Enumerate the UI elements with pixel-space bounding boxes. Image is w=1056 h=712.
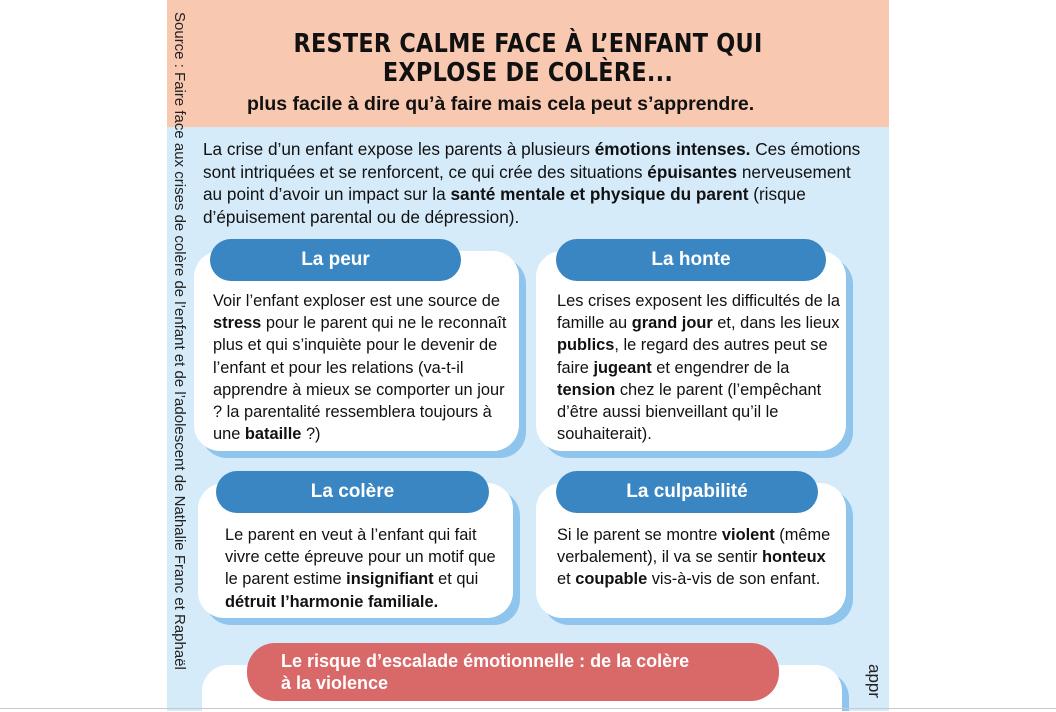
title-line-1: RESTER CALME FACE À L’ENFANT QUI xyxy=(293,29,763,59)
label-colere: La colère xyxy=(216,471,489,513)
escalade-line-1: Le risque d’escalade émotionnelle : de la colère xyxy=(281,651,690,671)
intro-paragraph: La crise d’un enfant expose les parents à plusieurs émotions intenses. Ces émotions sont intriquées et se renforcent, ce qui crée des situations épuisantes nerveusement au point d’avoir un impact sur la santé mentale et physique du parent (risque d’épuisement parental ou de dépression). xyxy=(203,139,861,227)
label-honte: La honte xyxy=(556,239,826,281)
page-subtitle: plus facile à dire qu’à faire mais cela peut s’apprendre. xyxy=(247,93,755,115)
label-escalade xyxy=(247,643,779,701)
label-culpabilite: La culpabilité xyxy=(556,471,818,513)
divider xyxy=(0,708,1056,709)
page-title xyxy=(218,30,839,88)
text-honte: Les crises exposent les difficultés de la famille au grand jour et, dans les lieux publics, le regard des autres peut se faire jugeant et engendrer de la tension chez le parent (l’empêchant d’être aussi bienveillant qu’il le souhaiterait). xyxy=(557,292,841,444)
source-vertical-text: Source : Faire face aux crises de colère de l’enfant et de l’adolescent de Nathalie Franc et Raphaël xyxy=(171,12,188,670)
text-peur: Voir l’enfant exploser est une source de stress pour le parent qui ne le reconnaît plus et qui s’inquiète pour le devenir de l’enfant et pour les relations (va-t-il apprendre à mieux se comporter un jour ? la parentalité ressemblera toujours à une bataille ?) xyxy=(213,292,507,444)
escalade-line-2: à la violence xyxy=(281,673,389,693)
text-culpabilite: Si le parent se montre violent (même verbalement), il va se sentir honteux et coupable vis-à-vis de son enfant. xyxy=(557,526,831,589)
text-colere: Le parent en veut à l’enfant qui fait vivre cette épreuve pour un motif que le parent estime insignifiant et qui détruit l’harmonie familiale. xyxy=(225,526,496,611)
title-line-2: EXPLOSE DE COLÈRE... xyxy=(382,58,674,88)
label-peur: La peur xyxy=(210,239,461,281)
header-banner xyxy=(167,0,889,127)
infographic-page xyxy=(167,0,889,711)
